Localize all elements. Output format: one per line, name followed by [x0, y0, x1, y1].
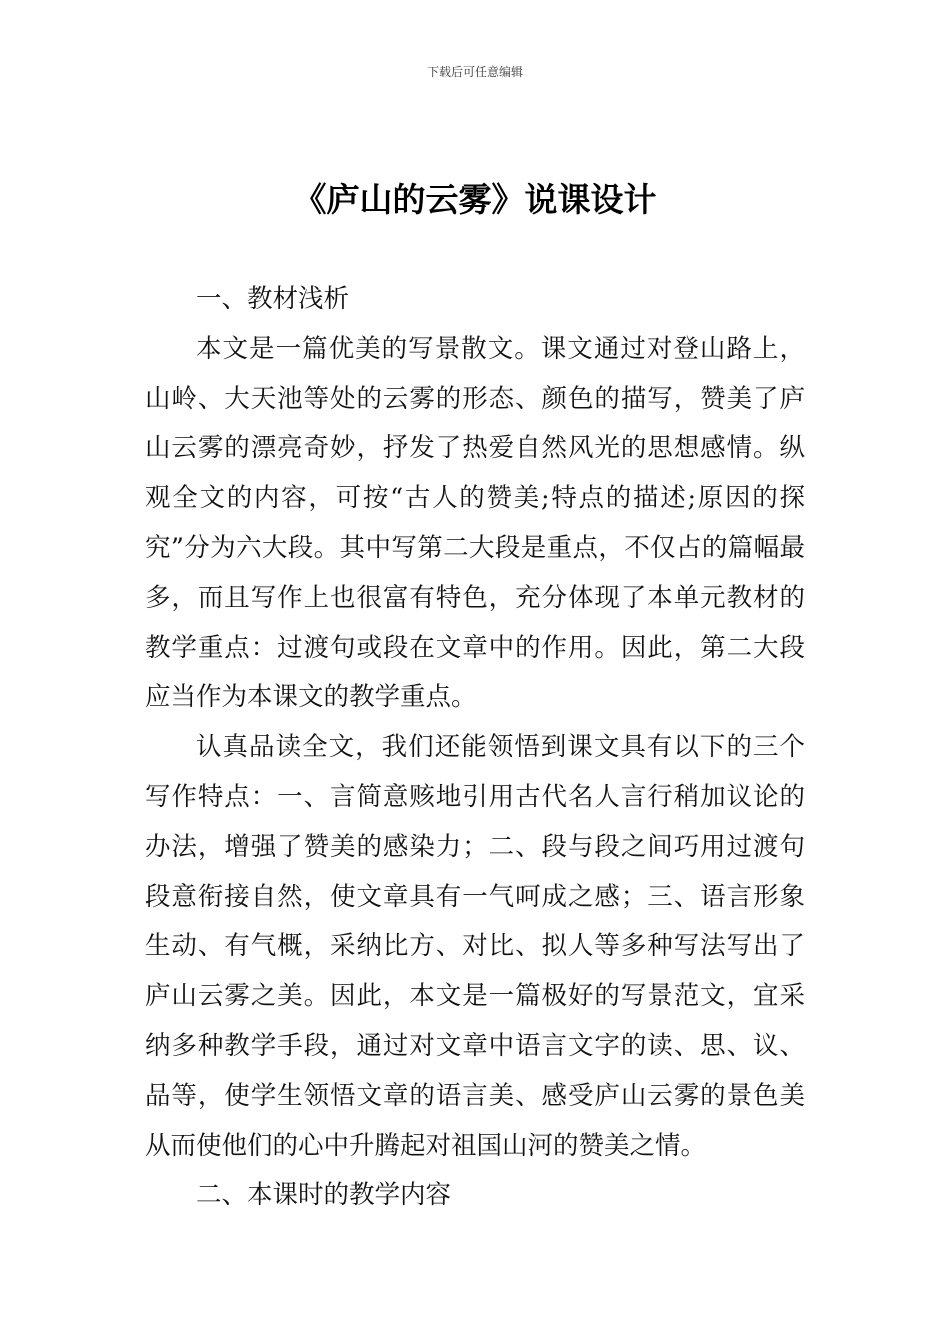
document-title: 《庐山的云雾》说课设计 [293, 180, 657, 219]
section-heading-textbook-analysis: 一、教材浅析 [196, 284, 350, 314]
paragraph-writing-features: 认真品读全文，我们还能领悟到课文具有以下的三个写作特点：一、言简意赅地引用古代名人言行稍加议论的办法，增强了赞美的感染力；二、段与段之间巧用过渡句段意衔接自然，使文章具有一气呵成之感；三、语言形象生动、有气概，采纳比方、对比、拟人等多种写法写出了庐山云雾之美。因此，本文是一篇极好的写景范文，宜采纳多种教学手段，通过对文章中语言文字的读、思、议、品等，使学生领悟文章的语言美、感受庐山云雾的景色美从而使他们的心中升腾起对祖国山河的赞美之情。 [145, 732, 805, 1161]
section-heading-lesson-content: 二、本课时的教学内容 [196, 1180, 452, 1211]
document-body [145, 275, 805, 1221]
page-header-note: 下载后可任意编辑 [426, 65, 523, 79]
paragraph-text-overview: 本文是一篇优美的写景散文。课文通过对登山路上，山岭、大天池等处的云雾的形态、颜色的描写，赞美了庐山云雾的漂亮奇妙，抒发了热爱自然风光的思想感情。纵观全文的内容，可按“古人的赞美;特点的描述;原因的探究”分为六大段。其中写第二大段是重点，不仅占的篇幅最多，而且写作上也很富有特色，充分体现了本单元教材的教学重点：过渡句或段在文章中的作用。因此，第二大段应当作为本课文的教学重点。 [145, 333, 805, 713]
